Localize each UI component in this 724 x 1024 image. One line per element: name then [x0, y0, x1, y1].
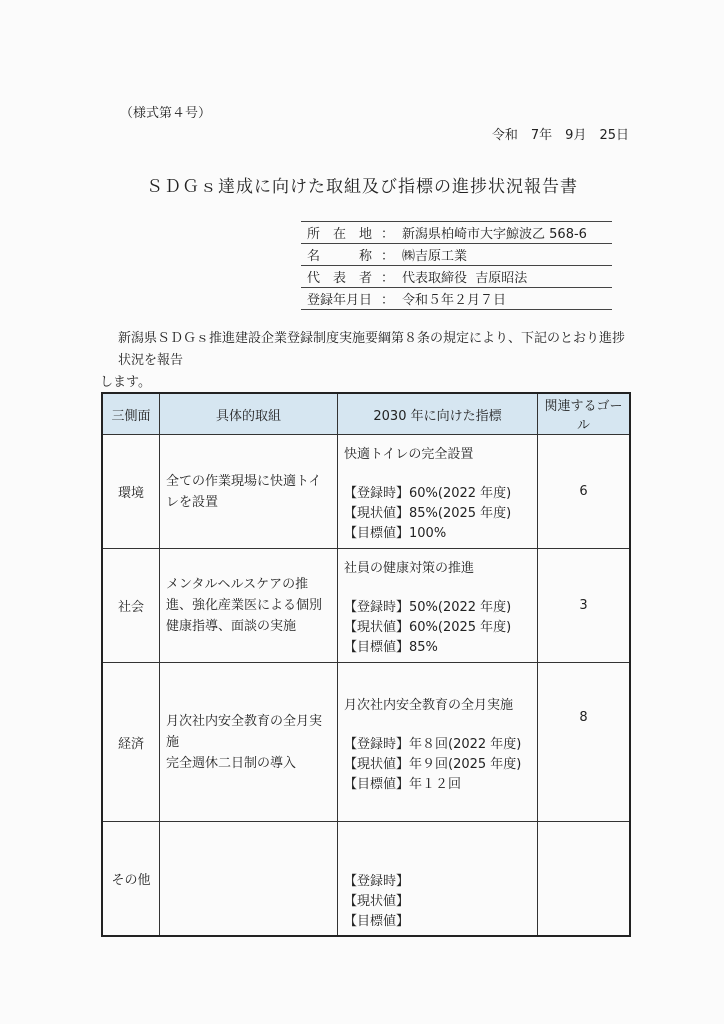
header-initiative: 具体的取組 — [160, 393, 338, 435]
header-indicator: 2030 年に向けた指標 — [338, 393, 538, 435]
info-row-address — [301, 222, 612, 244]
aspect-cell: その他 — [102, 822, 160, 937]
info-colon: ： — [379, 244, 396, 266]
initiative-cell — [160, 549, 338, 663]
initiative-cell — [160, 435, 338, 549]
indicator-registered: 【登録時】 — [344, 873, 410, 889]
initiative-cell — [160, 822, 338, 937]
intro-line-1: 新潟県ＳＤＧｓ推進建設企業登録制度実施要綱第８条の規定により、下記のとおり進捗状況を報告 — [118, 331, 626, 368]
header-goal: 関連するゴール — [538, 393, 631, 435]
document-title: ＳＤＧｓ達成に向けた取組及び指標の進捗状況報告書 — [146, 177, 578, 197]
indicator-current: 【現状値】年９回(2025 年度) — [344, 756, 522, 772]
indicator-current: 【現状値】 — [344, 893, 410, 909]
info-colon: ： — [379, 222, 396, 244]
indicator-cell — [338, 549, 538, 663]
goal-cell: 8 — [538, 663, 631, 822]
indicator-registered: 【登録時】年８回(2022 年度) — [344, 736, 522, 752]
table-header-row — [102, 393, 630, 435]
initiative-text-line-2: 完全週休二日制の導入 — [166, 755, 297, 771]
indicator-target: 【目標値】85% — [344, 640, 438, 655]
info-row-representative — [301, 266, 612, 288]
goal-cell: 3 — [538, 549, 631, 663]
indicator-registered: 【登録時】60%(2022 年度) — [344, 486, 512, 501]
goal-cell: 6 — [538, 435, 631, 549]
indicator-cell — [338, 822, 538, 937]
initiative-cell — [160, 663, 338, 822]
indicator-target: 【目標値】100% — [344, 526, 447, 541]
aspect-cell: 環境 — [102, 435, 160, 549]
info-value: ㈱吉原工業 — [396, 244, 612, 266]
indicator-current: 【現状値】85%(2025 年度) — [344, 506, 512, 521]
table-row — [102, 663, 630, 822]
indicator-registered: 【登録時】50%(2022 年度) — [344, 600, 512, 615]
header-aspect: 三側面 — [102, 393, 160, 435]
indicator-target: 【目標値】 — [344, 913, 410, 929]
indicator-title: 社員の健康対策の推進 — [344, 561, 475, 576]
table-row — [102, 822, 630, 937]
progress-table — [101, 392, 631, 937]
indicator-current: 【現状値】60%(2025 年度) — [344, 620, 512, 635]
info-colon: ： — [379, 266, 396, 288]
table-row — [102, 549, 630, 663]
info-colon: ： — [379, 288, 396, 310]
form-number: （様式第４号） — [120, 106, 212, 121]
indicator-title: 月次社内安全教育の全月実施 — [344, 697, 514, 713]
info-label: 登録年月日 — [301, 288, 379, 310]
table-row — [102, 435, 630, 549]
initiative-text-line-1: 月次社内安全教育の全月実施 — [166, 713, 323, 750]
report-date: 令和 7年 9月 25日 — [491, 128, 629, 143]
indicator-cell — [338, 663, 538, 822]
info-row-name — [301, 244, 612, 266]
aspect-cell: 経済 — [102, 663, 160, 822]
company-info-table — [301, 221, 612, 310]
intro-paragraph — [100, 328, 630, 394]
indicator-target: 【目標値】年１２回 — [344, 776, 462, 792]
info-label: 代 表 者 — [301, 266, 379, 288]
info-value: 令和５年２月７日 — [396, 288, 612, 310]
initiative-text: 全ての作業現場に快適トイレを設置 — [166, 473, 322, 510]
info-value: 代表取締役 吉原昭法 — [396, 266, 612, 288]
indicator-title: 快適トイレの完全設置 — [344, 447, 474, 462]
initiative-text: メンタルヘルスケアの推進、強化産業医による個別健康指導、面談の実施 — [166, 577, 323, 634]
aspect-cell: 社会 — [102, 549, 160, 663]
info-value: 新潟県柏崎市大字鯨波乙 568-6 — [396, 222, 612, 244]
info-row-registration-date — [301, 288, 612, 310]
info-label: 名 称 — [301, 244, 379, 266]
indicator-cell — [338, 435, 538, 549]
goal-cell — [538, 822, 631, 937]
info-label: 所 在 地 — [301, 222, 379, 244]
intro-line-2: します。 — [100, 375, 151, 390]
